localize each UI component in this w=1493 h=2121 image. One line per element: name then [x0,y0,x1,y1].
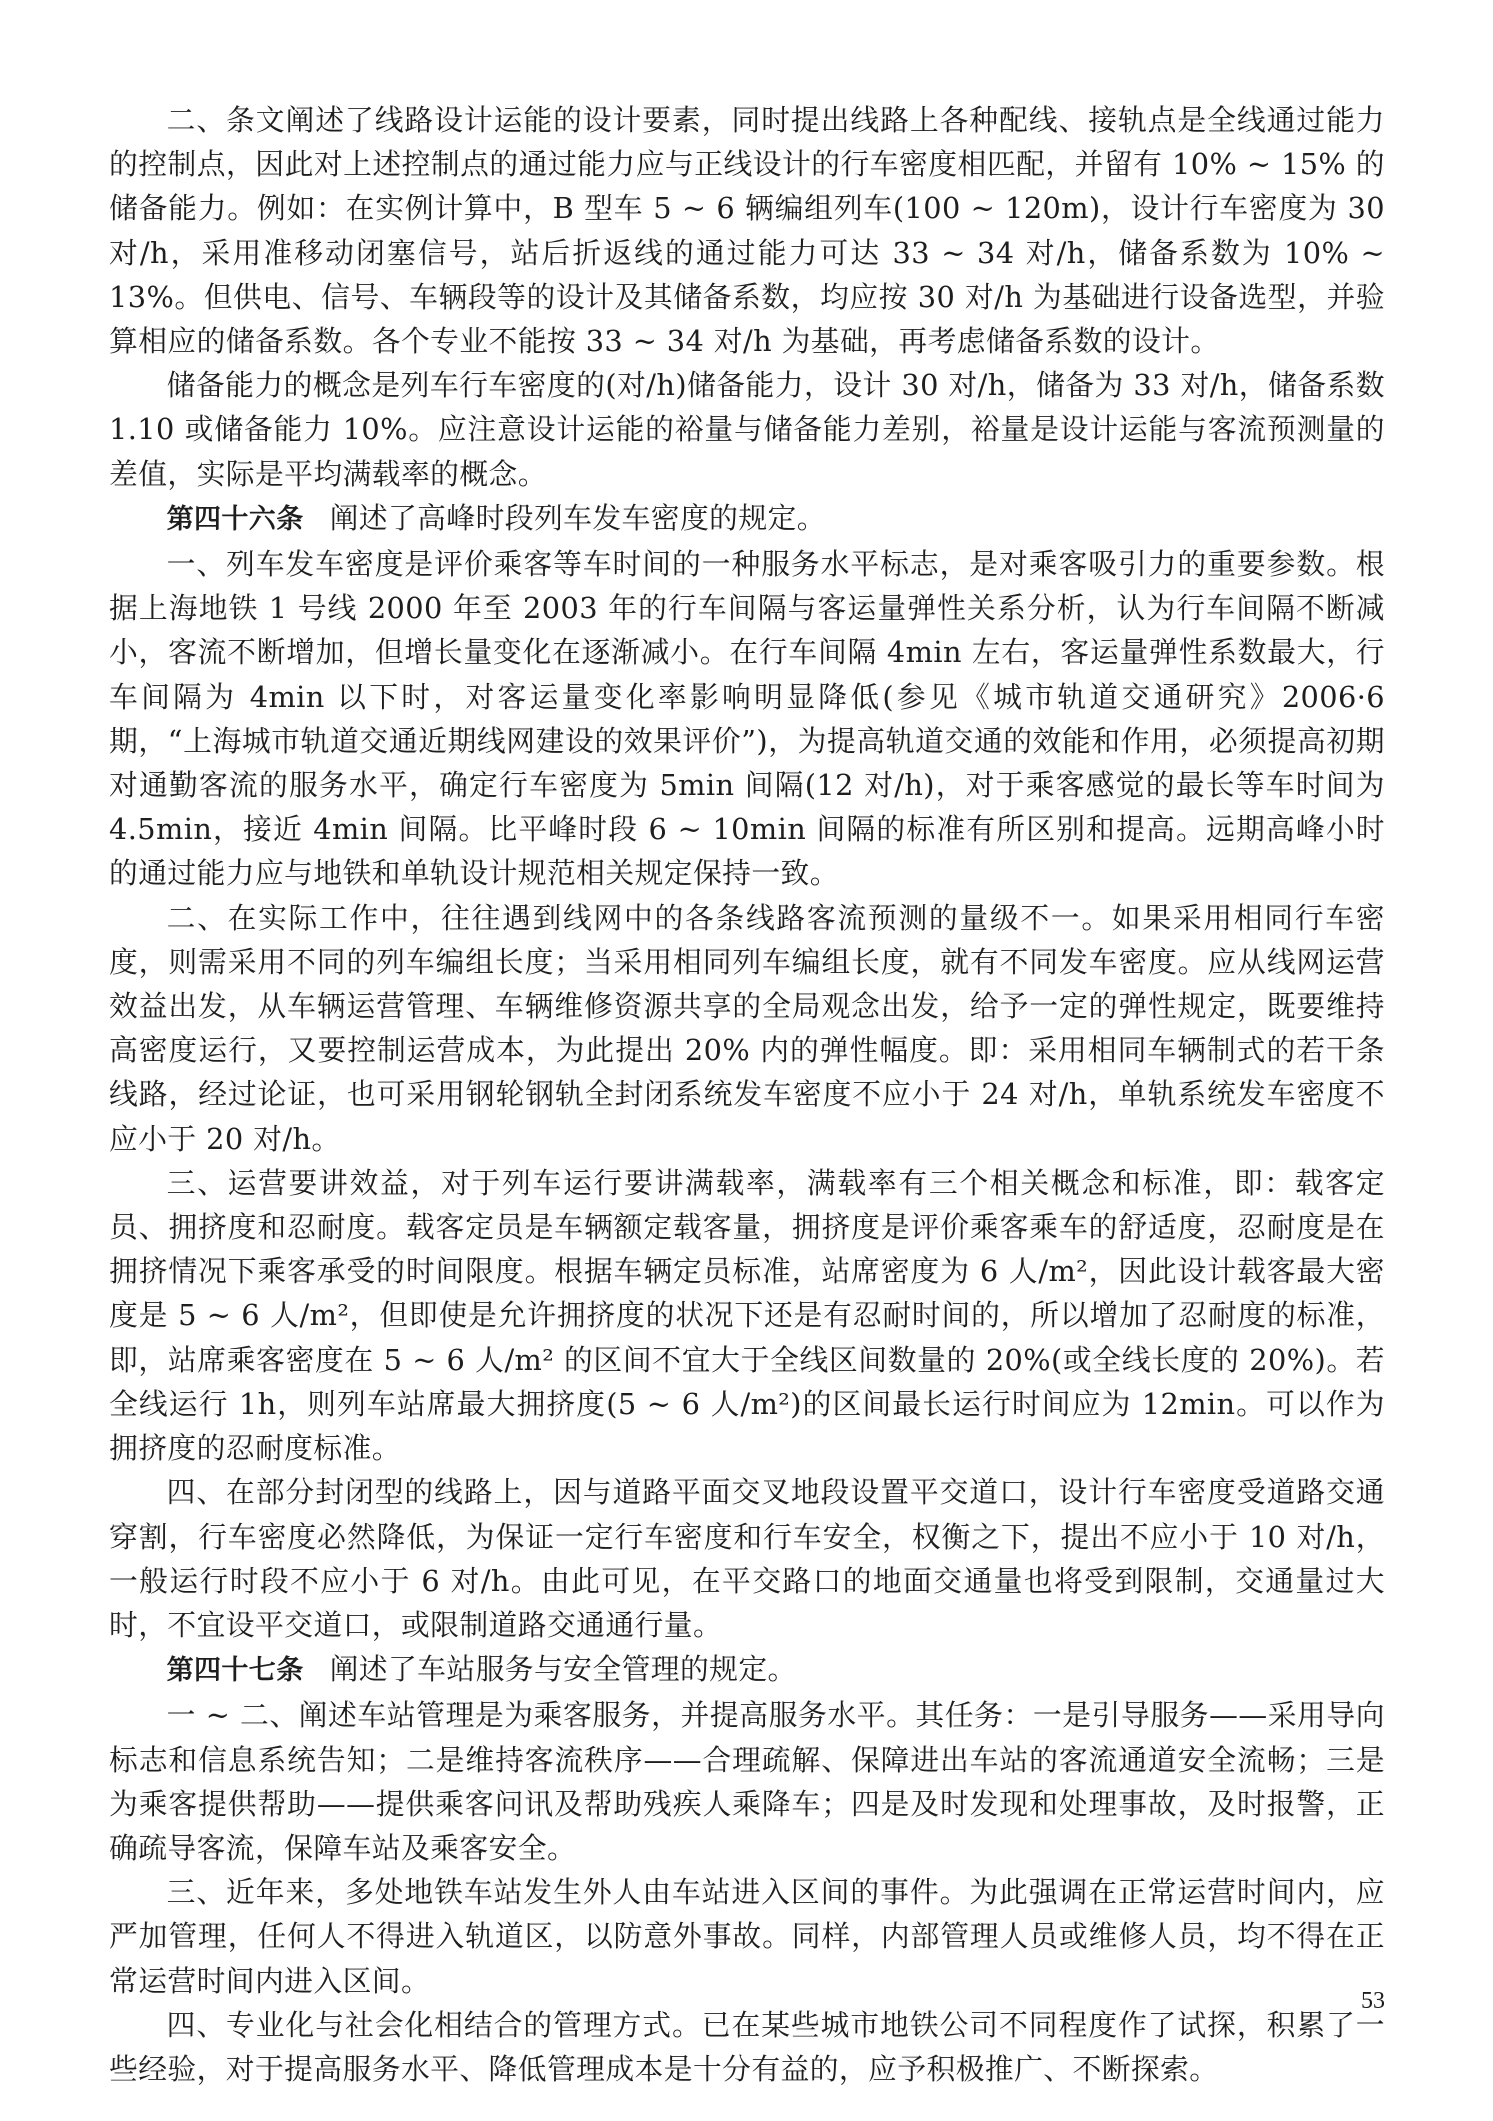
paragraph-4: 二、在实际工作中，往往遇到线网中的各条线路客流预测的量级不一。如果采用相同行车密度，则需采用不同的列车编组长度；当采用相同列车编组长度，就有不同发车密度。应从线网运营效益出发，从车辆运营管理、车辆维修资源共享的全局观念出发，给予一定的弹性规定，既要维持高密度运行，又要控制运营成本，为此提出 20% 内的弹性幅度。即：采用相同车辆制式的若干条线路，经过论证，也可采用钢轮钢轨全封闭系统发车密度不应小于 24 对/h，单轨系统发车密度不应小于 20 对/h。 [109,900,1385,1156]
article-number: 第四十七条 [166,1655,304,1687]
paragraph-1: 二、条文阐述了线路设计运能的设计要素，同时提出线路上各种配线、接轨点是全线通过能力的控制点，因此对上述控制点的通过能力应与正线设计的行车密度相匹配，并留有 10% ~ 15% 的储备能力。例如：在实例计算中，B 型车 5 ~ 6 辆编组列车(100 ~ 120m)，设计行车密度为 30 对/h，采用准移动闭塞信号，站后折返线的通过能力可达 33 ~ 34 对/h，储备系数为 10% ~ 13%。但供电、信号、车辆段等的设计及其储备系数，均应按 30 对/h 为基础进行设备选型，并验算相应的储备系数。各个专业不能按 33 ~ 34 对/h 为基础，再考虑储备系数的设计。 [109,103,1385,359]
article-number: 第四十六条 [166,503,304,535]
paragraph-7: 一 ~ 二、阐述车站管理是为乘客服务，并提高服务水平。其任务：一是引导服务——采用导向标志和信息系统告知；二是维持客流秩序——合理疏解、保障进出车站的客流通道安全流畅；三是为乘客提供帮助——提供乘客问讯及帮助残疾人乘降车；四是及时发现和处理事故，及时报警，正确疏导客流，保障车站及乘客安全。 [109,1698,1385,1865]
page-body [109,98,1385,2091]
paragraph-2: 储备能力的概念是列车行车密度的(对/h)储备能力，设计 30 对/h，储备为 33 对/h，储备系数 1.10 或储备能力 10%。应注意设计运能的裕量与储备能力差别，裕量是设计运能与客流预测量的差值，实际是平均满载率的概念。 [109,368,1385,491]
paragraph-5: 三、运营要讲效益，对于列车运行要讲满载率，满载率有三个相关概念和标准，即：载客定员、拥挤度和忍耐度。载客定员是车辆额定载客量，拥挤度是评价乘客乘车的舒适度，忍耐度是在拥挤情况下乘客承受的时间限度。根据车辆定员标准，站席密度为 6 人/m²，因此设计载客最大密度是 5 ~ 6 人/m²，但即使是允许拥挤度的状况下还是有忍耐时间的，所以增加了忍耐度的标准，即，站席乘客密度在 5 ~ 6 人/m² 的区间不宜大于全线区间数量的 20%(或全线长度的 20%)。若全线运行 1h，则列车站席最大拥挤度(5 ~ 6 人/m²)的区间最长运行时间应为 12min。可以作为拥挤度的忍耐度标准。 [109,1165,1385,1466]
article-46-heading [109,496,1385,542]
article-title: 阐述了高峰时段列车发车密度的规定。 [329,500,826,535]
article-title: 阐述了车站服务与安全管理的规定。 [329,1652,797,1687]
page-number: 53 [1361,1988,1385,2014]
paragraph-8: 三、近年来，多处地铁车站发生外人由车站进入区间的事件。为此强调在正常运营时间内，应严加管理，任何人不得进入轨道区，以防意外事故。同样，内部管理人员或维修人员，均不得在正常运营时间内进入区间。 [109,1875,1385,1998]
paragraph-3: 一、列车发车密度是评价乘客等车时间的一种服务水平标志，是对乘客吸引力的重要参数。根据上海地铁 1 号线 2000 年至 2003 年的行车间隔与客运量弹性关系分析，认为行车间隔不断减小，客流不断增加，但增长量变化在逐渐减小。在行车间隔 4min 左右，客运量弹性系数最大，行车间隔为 4min 以下时，对客运量变化率影响明显降低(参见《城市轨道交通研究》2006·6 期，“上海城市轨道交通近期线网建设的效果评价”)，为提高轨道交通的效能和作用，必须提高初期对通勤客流的服务水平，确定行车密度为 5min 间隔(12 对/h)，对于乘客感觉的最长等车时间为 4.5min，接近 4min 间隔。比平峰时段 6 ~ 10min 间隔的标准有所区别和提高。远期高峰小时的通过能力应与地铁和单轨设计规范相关规定保持一致。 [109,547,1385,891]
article-47-heading [109,1647,1385,1693]
paragraph-6: 四、在部分封闭型的线路上，因与道路平面交叉地段设置平交道口，设计行车密度受道路交通穿割，行车密度必然降低，为保证一定行车密度和行车安全，权衡之下，提出不应小于 10 对/h，一般运行时段不应小于 6 对/h。由此可见，在平交路口的地面交通量也将受到限制，交通量过大时，不宜设平交道口，或限制道路交通通行量。 [109,1475,1385,1642]
paragraph-9: 四、专业化与社会化相结合的管理方式。已在某些城市地铁公司不同程度作了试探，积累了一些经验，对于提高服务水平、降低管理成本是十分有益的，应予积极推广、不断探索。 [109,2007,1385,2086]
